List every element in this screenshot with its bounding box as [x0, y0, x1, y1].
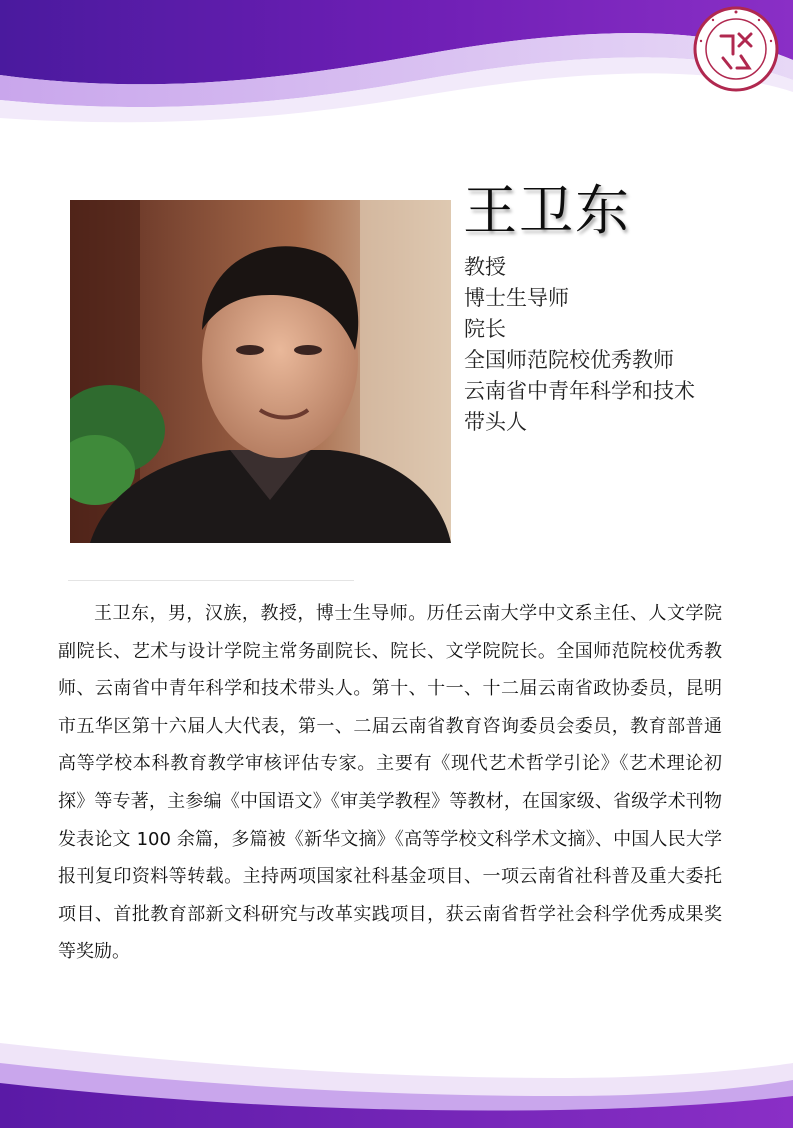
portrait-photo [70, 200, 451, 543]
header-wave-decoration [0, 0, 793, 140]
title-line: 全国师范院校优秀教师 [464, 348, 674, 372]
title-line: 博士生导师 [464, 286, 569, 310]
profile-name: 王卫东 [463, 179, 631, 242]
footer-wave-decoration [0, 1018, 793, 1128]
title-line: 带头人 [464, 410, 527, 434]
profile-titles [464, 252, 695, 438]
biography-paragraph: 王卫东，男，汉族，教授，博士生导师。历任云南大学中文系主任、人文学院副院长、艺术与设计学院主常务副院长、院长、文学院院长。全国师范院校优秀教师、云南省中青年科学和技术带头人。第十、十一、十二届云南省政协委员，昆明市五华区第十六届人大代表，第一、二届云南省教育咨询委员会委员，教育部普通高等学校本科教育教学审核评估专家。主要有《现代艺术哲学引论》《艺术理论初探》等专著，主参编《中国语文》《审美学教程》等教材，在国家级、省级学术刊物发表论文 100 余篇，多篇被《新华文摘》《高等学校文科学术文摘》、中国人民大学报刊复印资料等转载。主持两项国家社科基金项目、一项云南省社科普及重大委托项目、首批教育部新文科研究与改革实践项目，获云南省哲学社会科学优秀成果奖等奖励。 [58, 603, 722, 963]
title-line: 教授 [464, 255, 506, 279]
title-line: 院长 [464, 317, 506, 341]
school-seal-logo [693, 6, 779, 92]
divider-line [68, 580, 354, 581]
title-line: 云南省中青年科学和技术 [464, 379, 695, 403]
